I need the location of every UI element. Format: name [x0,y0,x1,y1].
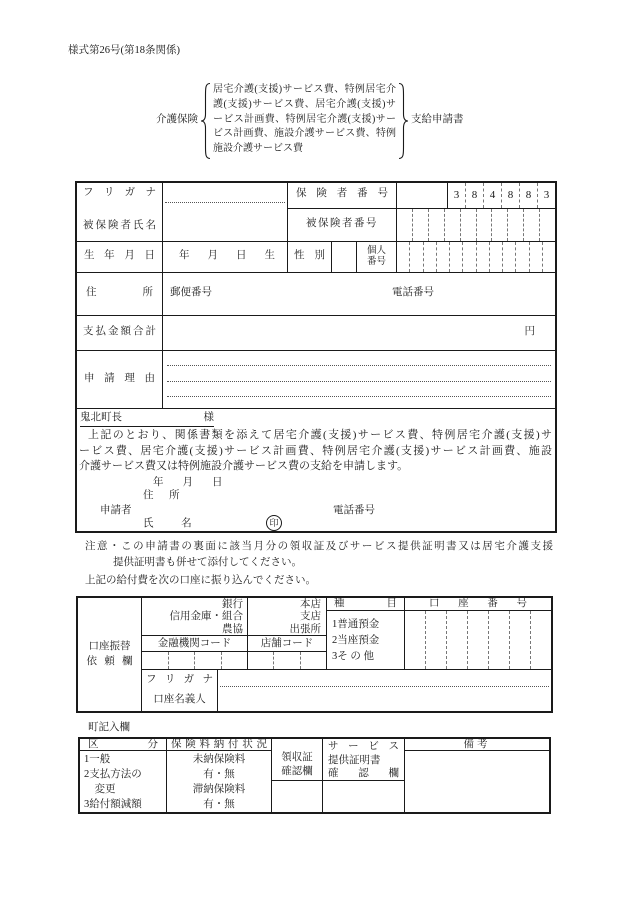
entry-cell-0 [405,611,425,669]
entry-cell-2 [423,242,436,272]
entry-cell-3 [221,652,248,669]
applicant-name-label: 氏 名 [143,518,192,529]
address-label-cell [77,273,163,316]
entry-cell-1 [409,242,422,272]
town-entry-table [78,737,551,814]
entry-cell-4 [488,611,509,669]
entry-cell-0 [142,652,168,669]
applicant-address-label: 住 所 [143,490,180,501]
transfer-section-label-line2: 依 頼 欄 [86,656,133,667]
entry-cell-0 [248,652,273,669]
application-date-line-2: 日 [212,477,223,488]
premium-status-lines [167,751,272,812]
branch-type-cell-0: 本店 [300,599,321,610]
entry-cell-1 [273,652,299,669]
bank-type-cell-0: 銀行 [222,599,243,610]
personal-number-label-line2: 番号 [366,257,386,267]
reason-input-cell [163,351,555,409]
insurer-number-label-cell [288,183,397,209]
service-confirm-line1: サ ー ビ ス [328,741,399,752]
recipient-name: 鬼北町長 [80,412,122,423]
digit-cell-0: 3 [453,189,460,202]
insured-number-cells [397,209,555,242]
category-options-1: 2支払方法の [84,769,142,780]
entry-cell-5 [462,242,475,272]
reason-line-3 [167,396,551,397]
declaration-block [77,409,555,531]
account-number-header: 口 座 番 号 [429,598,527,609]
account-type-options-1: 2当座預金 [332,635,380,646]
yen-label: 円 [524,326,535,337]
sex-label-cell [288,242,332,273]
applicant-label: 申請者 [100,505,132,516]
town-section-label: 町記入欄 [88,722,130,733]
account-type-header: 種 目 [334,598,397,609]
declaration-line-1: 上記のとおり、関係書類を添えて居宅介護(支援)サービス費、特例居宅介護(支援)サ [88,429,552,441]
recipient-honorific: 様 [203,412,214,423]
branch-type-cell [248,598,327,636]
entry-cell-0 [397,209,412,241]
account-type-options [327,611,405,670]
insured-number-label: 被保険者番号 [306,218,378,229]
entry-cell-5 [476,209,492,241]
account-type-header-cell [327,598,405,611]
digit-cell-4: 8 [519,183,537,208]
entry-cell-8 [502,242,515,272]
application-date-line-1: 月 [182,477,193,488]
total-input-cell [163,316,555,351]
declaration-text [79,428,552,475]
premium-header-cell [167,739,272,751]
title-bracket-lines-0: 居宅介護(支援)サービス費、特例居宅介 [213,84,396,95]
service-confirm-blank [323,781,405,812]
entry-cell-1 [425,611,446,669]
entry-cell-3 [444,209,460,241]
name-label-cell [77,183,163,242]
digit-cell-1: 8 [465,183,483,208]
title-bracket-lines-2: ービス計画費、特例居宅介護(支援)サー [213,113,396,125]
birth-label-cell [77,242,163,273]
entry-cell-9 [515,242,528,272]
total-label: 支払金額合計 [83,326,156,337]
entry-cell-6 [530,611,551,669]
category-header-cell [80,739,167,751]
insurer-number-blank-cell [397,183,448,209]
title-bracket-lines-3: ビス計画費、施設介護サービス費、特例 [213,128,396,140]
birth-format-2: 日 [236,250,247,261]
birth-format-1: 月 [207,250,218,261]
bank-type-cell-1: 信用金庫・組合 [169,611,243,623]
entry-cell-2 [428,209,444,241]
account-number-cells [405,611,551,670]
entry-cell-4 [460,209,476,241]
receipt-confirm-cell [272,739,323,781]
birth-format-3: 生 [264,250,275,261]
insurer-number-value [448,183,555,208]
sex-label: 性 別 [294,250,325,261]
receipt-confirm-blank [272,781,323,812]
title-suffix: 支給申請書 [411,114,464,125]
application-date-line-0: 年 [153,477,164,488]
branch-code-label: 店舗コード [248,636,327,652]
sex-input-cell [332,242,357,273]
remarks-body [405,751,549,812]
branch-type-cell-1: 支店 [300,611,321,623]
birth-label: 生 年 月 日 [84,250,155,261]
category-options-2: 変更 [84,784,116,795]
holder-label-cell [142,670,218,711]
phone-label: 電話番号 [392,287,434,298]
applicant-phone-label: 電話番号 [333,505,375,516]
title-prefix: 介護保険 [156,114,198,125]
account-type-options-0: 1普通預金 [332,619,380,630]
insurer-number-digit-cells [448,183,555,209]
entry-cell-6 [476,242,489,272]
receipt-confirm-line2: 確認欄 [281,765,313,777]
account-number-header-cell [405,598,551,611]
right-brace [398,82,409,160]
remarks-header: 備考 [405,739,549,751]
entry-cell-2 [300,652,326,669]
holder-furigana-label: フ リ ガ ナ [146,674,213,685]
premium-status-lines-2: 滞納保険料 [192,784,246,795]
title-bracket-lines [213,83,396,157]
personal-number-cells [397,242,555,273]
entry-cell-10 [529,242,542,272]
entry-cell-1 [168,652,195,669]
note-line-2: 提供証明書も併せて添付してください。 [113,557,302,568]
entry-cell-3 [467,611,488,669]
form-number: 様式第26号(第18条関係) [68,45,180,56]
category-header: 区 分 [88,739,158,750]
left-brace [200,82,211,160]
declaration-line-2: ービス費、居宅介護(支援)サービス計画費、特例居宅介護(支援)サービス計画費、施設 [79,444,552,457]
personal-number-label-line1: 個人 [366,246,386,256]
entry-cell-1 [412,209,428,241]
holder-label: 口座名義人 [153,694,206,705]
bank-type-cell-2: 農協 [222,623,243,635]
premium-status-lines-1: 有・無 [203,769,235,780]
entry-cell-2 [446,611,467,669]
bank-transfer-table [76,596,553,713]
title-bracket-lines-1: 護(支援)サービス費、居宅介護(支援)サ [213,98,396,110]
bank-type-cell [142,598,248,636]
premium-status-lines-3: 有・無 [203,799,235,810]
service-confirm-cell [323,739,405,781]
bank-code-cells [142,652,248,670]
transfer-section-label-line1: 口座振替 [88,640,131,652]
note-line-1: 注意・この申請書の裏面に該当月分の領収証及びサービス提供証明書又は居宅介護支援 [85,541,553,552]
applicant-table [75,181,557,533]
digit-cell-2: 4 [483,183,501,208]
total-label-cell [77,316,163,351]
entry-cell-3 [436,242,449,272]
service-confirm-line3: 確 認 欄 [328,768,399,779]
category-options-3: 3給付額減額 [84,799,142,810]
address-input-cell [163,273,555,316]
receipt-confirm-line1: 領収証 [281,752,313,763]
insured-number-label-cell [288,209,397,242]
entry-cell-5 [509,611,530,669]
furigana-label: フ リ ガ ナ [83,187,156,198]
branch-code-cells [248,652,327,670]
holder-input-cell [218,670,551,711]
reason-label: 申 請 理 由 [84,373,155,384]
title-bracket-lines-4: 施設介護サービス費 [213,143,303,155]
declaration-line-3: 介護サービス費又は特例施設介護サービス費の支給を申請します。 [79,460,409,473]
category-options-0: 1一般 [84,754,111,765]
furigana-divider [165,202,285,203]
insured-name-label: 被保険者氏名 [83,220,156,231]
entry-cell-11 [542,242,555,272]
digit-cell-5: 3 [537,183,555,208]
service-confirm-line2: 提供証明書 [328,754,381,766]
entry-cell-4 [449,242,462,272]
transfer-section-label-cell [78,598,142,711]
birth-format [163,242,287,263]
entry-cell-6 [491,209,507,241]
entry-cell-2 [194,652,221,669]
reason-line-2 [167,381,551,382]
recipient-line [80,411,214,427]
entry-cell-7 [489,242,502,272]
premium-header: 保険料納付状況 [171,739,267,750]
bank-code-label: 金融機関コード [142,636,248,652]
entry-cell-7 [507,209,523,241]
personal-number-label-cell [357,242,397,273]
birth-input-cell [163,242,288,273]
entry-cell-0 [397,242,409,272]
premium-status-lines-0: 未納保険料 [192,754,246,765]
name-input-cell [163,183,288,242]
reason-label-cell [77,351,163,409]
account-type-options-2: 3そ の 他 [332,651,374,662]
transfer-instruction: 上記の給付費を次の口座に振り込んでください。 [85,575,316,586]
postal-code-label: 郵便番号 [170,287,212,298]
insurer-number-label: 保 険 者 番 号 [296,188,388,199]
holder-furigana-divider [220,686,549,687]
digit-cell-3: 8 [501,183,519,208]
entry-cell-8 [523,209,539,241]
category-options [80,751,167,812]
address-label: 住 所 [86,287,153,298]
reason-line-1 [167,365,551,366]
birth-format-0: 年 [179,250,190,261]
entry-cell-9 [539,209,555,241]
seal-mark: 印 [266,515,282,531]
branch-type-cell-2: 出張所 [289,623,321,635]
